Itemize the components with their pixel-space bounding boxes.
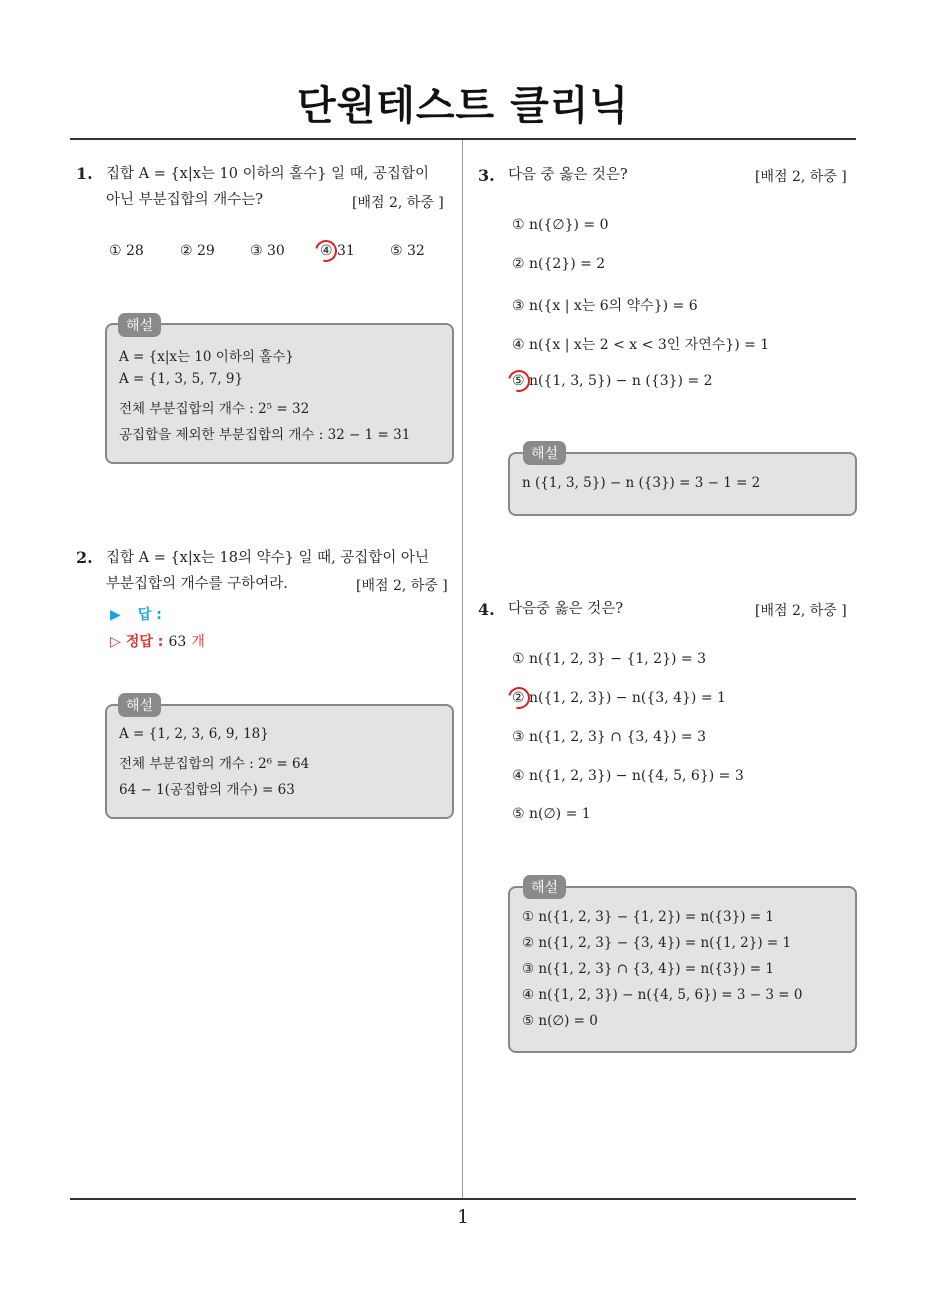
q3-number: 3. <box>478 166 495 185</box>
page-number: 1 <box>456 1206 470 1228</box>
q4-solution-tag: 해설 <box>523 875 566 899</box>
q3-choice-5[interactable]: ⑤ n({1, 3, 5}) − n ({3}) = 2 <box>512 373 713 389</box>
q4-number: 4. <box>478 600 495 619</box>
q1-choice-3[interactable]: ③ 30 <box>250 243 285 259</box>
correct-label: 정답 : <box>125 634 164 650</box>
top-rule <box>70 138 856 140</box>
q2-sol-line-3: 64 − 1(공집합의 개수) = 63 <box>119 782 295 798</box>
q3-choice-4[interactable]: ④ n({x | x는 2 < x < 3인 자연수}) = 1 <box>512 337 770 353</box>
q2-meta: [배점 2, 하중 ] <box>356 578 448 594</box>
column-divider <box>462 140 463 1198</box>
answer-arrow-icon: ▶ <box>110 607 121 623</box>
q2-number: 2. <box>76 548 93 567</box>
q4-choice-3[interactable]: ③ n({1, 2, 3} ∩ {3, 4}) = 3 <box>512 729 706 745</box>
q2-sol-line-1: A = {1, 2, 3, 6, 9, 18} <box>119 726 269 742</box>
q1-solution-box <box>105 323 454 464</box>
q4-sol-line-4: ④ n({1, 2, 3}) − n({4, 5, 6}) = 3 − 3 = 0 <box>522 987 803 1003</box>
q1-choice-5[interactable]: ⑤ 32 <box>390 243 425 259</box>
q2-solution-box <box>105 704 454 819</box>
q1-solution-tag: 해설 <box>118 313 161 337</box>
q3-solution-tag: 해설 <box>523 441 566 465</box>
correct-arrow-icon: ▷ <box>110 634 121 650</box>
q3-answer-circle-icon <box>504 366 534 396</box>
q2-line1: 집합 A = {x|x는 18의 약수} 일 때, 공집합이 아닌 <box>106 550 429 566</box>
q3-sol-line-1: n ({1, 3, 5}) − n ({3}) = 3 − 1 = 2 <box>522 475 761 491</box>
q2-solution-tag: 해설 <box>118 693 161 717</box>
answer-label: 답 : <box>137 607 162 623</box>
q1-line2: 아닌 부분집합의 개수는? <box>106 192 264 208</box>
q3-choice-3[interactable]: ③ n({x | x는 6의 약수}) = 6 <box>512 298 698 314</box>
q4-sol-line-2: ② n({1, 2, 3} − {3, 4}) = n({1, 2}) = 1 <box>522 935 792 951</box>
q1-choice-1[interactable]: ① 28 <box>109 243 144 259</box>
q4-solution-box <box>508 886 857 1053</box>
q1-number: 1. <box>76 164 93 183</box>
q1-line1: 집합 A = {x|x는 10 이하의 홀수} 일 때, 공집합이 <box>106 166 429 182</box>
q3-choice-2[interactable]: ② n({2}) = 2 <box>512 256 606 272</box>
q4-choice-1[interactable]: ① n({1, 2, 3} − {1, 2}) = 3 <box>512 651 706 667</box>
q3-line1: 다음 중 옳은 것은? <box>508 167 628 183</box>
bottom-rule <box>70 1198 856 1200</box>
correct-unit: 개 <box>191 634 205 650</box>
q2-line2: 부분집합의 개수를 구하여라. <box>106 576 288 592</box>
page-title: 단원테스트 클리닉 <box>296 83 630 129</box>
q1-meta: [배점 2, 하중 ] <box>352 195 444 211</box>
q4-line1: 다음중 옳은 것은? <box>508 601 624 617</box>
q2-answer-row <box>110 604 162 624</box>
q2-sol-line-2: 전체 부분집합의 개수 : 2⁶ = 64 <box>119 756 310 772</box>
q4-choice-5[interactable]: ⑤ n(∅) = 1 <box>512 806 591 822</box>
q3-choice-1[interactable]: ① n({∅}) = 0 <box>512 217 609 233</box>
q4-choice-4[interactable]: ④ n({1, 2, 3}) − n({4, 5, 6}) = 3 <box>512 768 744 784</box>
q4-answer-circle-icon <box>504 683 534 713</box>
q1-choice-4[interactable]: ④ 31 <box>320 243 355 259</box>
q2-correct-row <box>110 631 205 651</box>
correct-value: 63 <box>168 634 187 650</box>
q4-sol-line-3: ③ n({1, 2, 3} ∩ {3, 4}) = n({3}) = 1 <box>522 961 774 977</box>
q4-meta: [배점 2, 하중 ] <box>755 603 847 619</box>
q1-sol-line-3: 전체 부분집합의 개수 : 2⁵ = 32 <box>119 401 310 417</box>
q1-sol-line-4: 공집합을 제외한 부분집합의 개수 : 32 − 1 = 31 <box>119 427 411 443</box>
q1-answer-circle-icon <box>311 236 341 266</box>
q4-sol-line-1: ① n({1, 2, 3} − {1, 2}) = n({3}) = 1 <box>522 909 774 925</box>
q4-choice-2[interactable]: ② n({1, 2, 3}) − n({3, 4}) = 1 <box>512 690 726 706</box>
q1-sol-line-1: A = {x|x는 10 이하의 홀수} <box>119 349 294 365</box>
q4-sol-line-5: ⑤ n(∅) = 0 <box>522 1013 598 1029</box>
q1-sol-line-2: A = {1, 3, 5, 7, 9} <box>119 371 244 387</box>
q3-meta: [배점 2, 하중 ] <box>755 169 847 185</box>
q1-choice-2[interactable]: ② 29 <box>180 243 215 259</box>
